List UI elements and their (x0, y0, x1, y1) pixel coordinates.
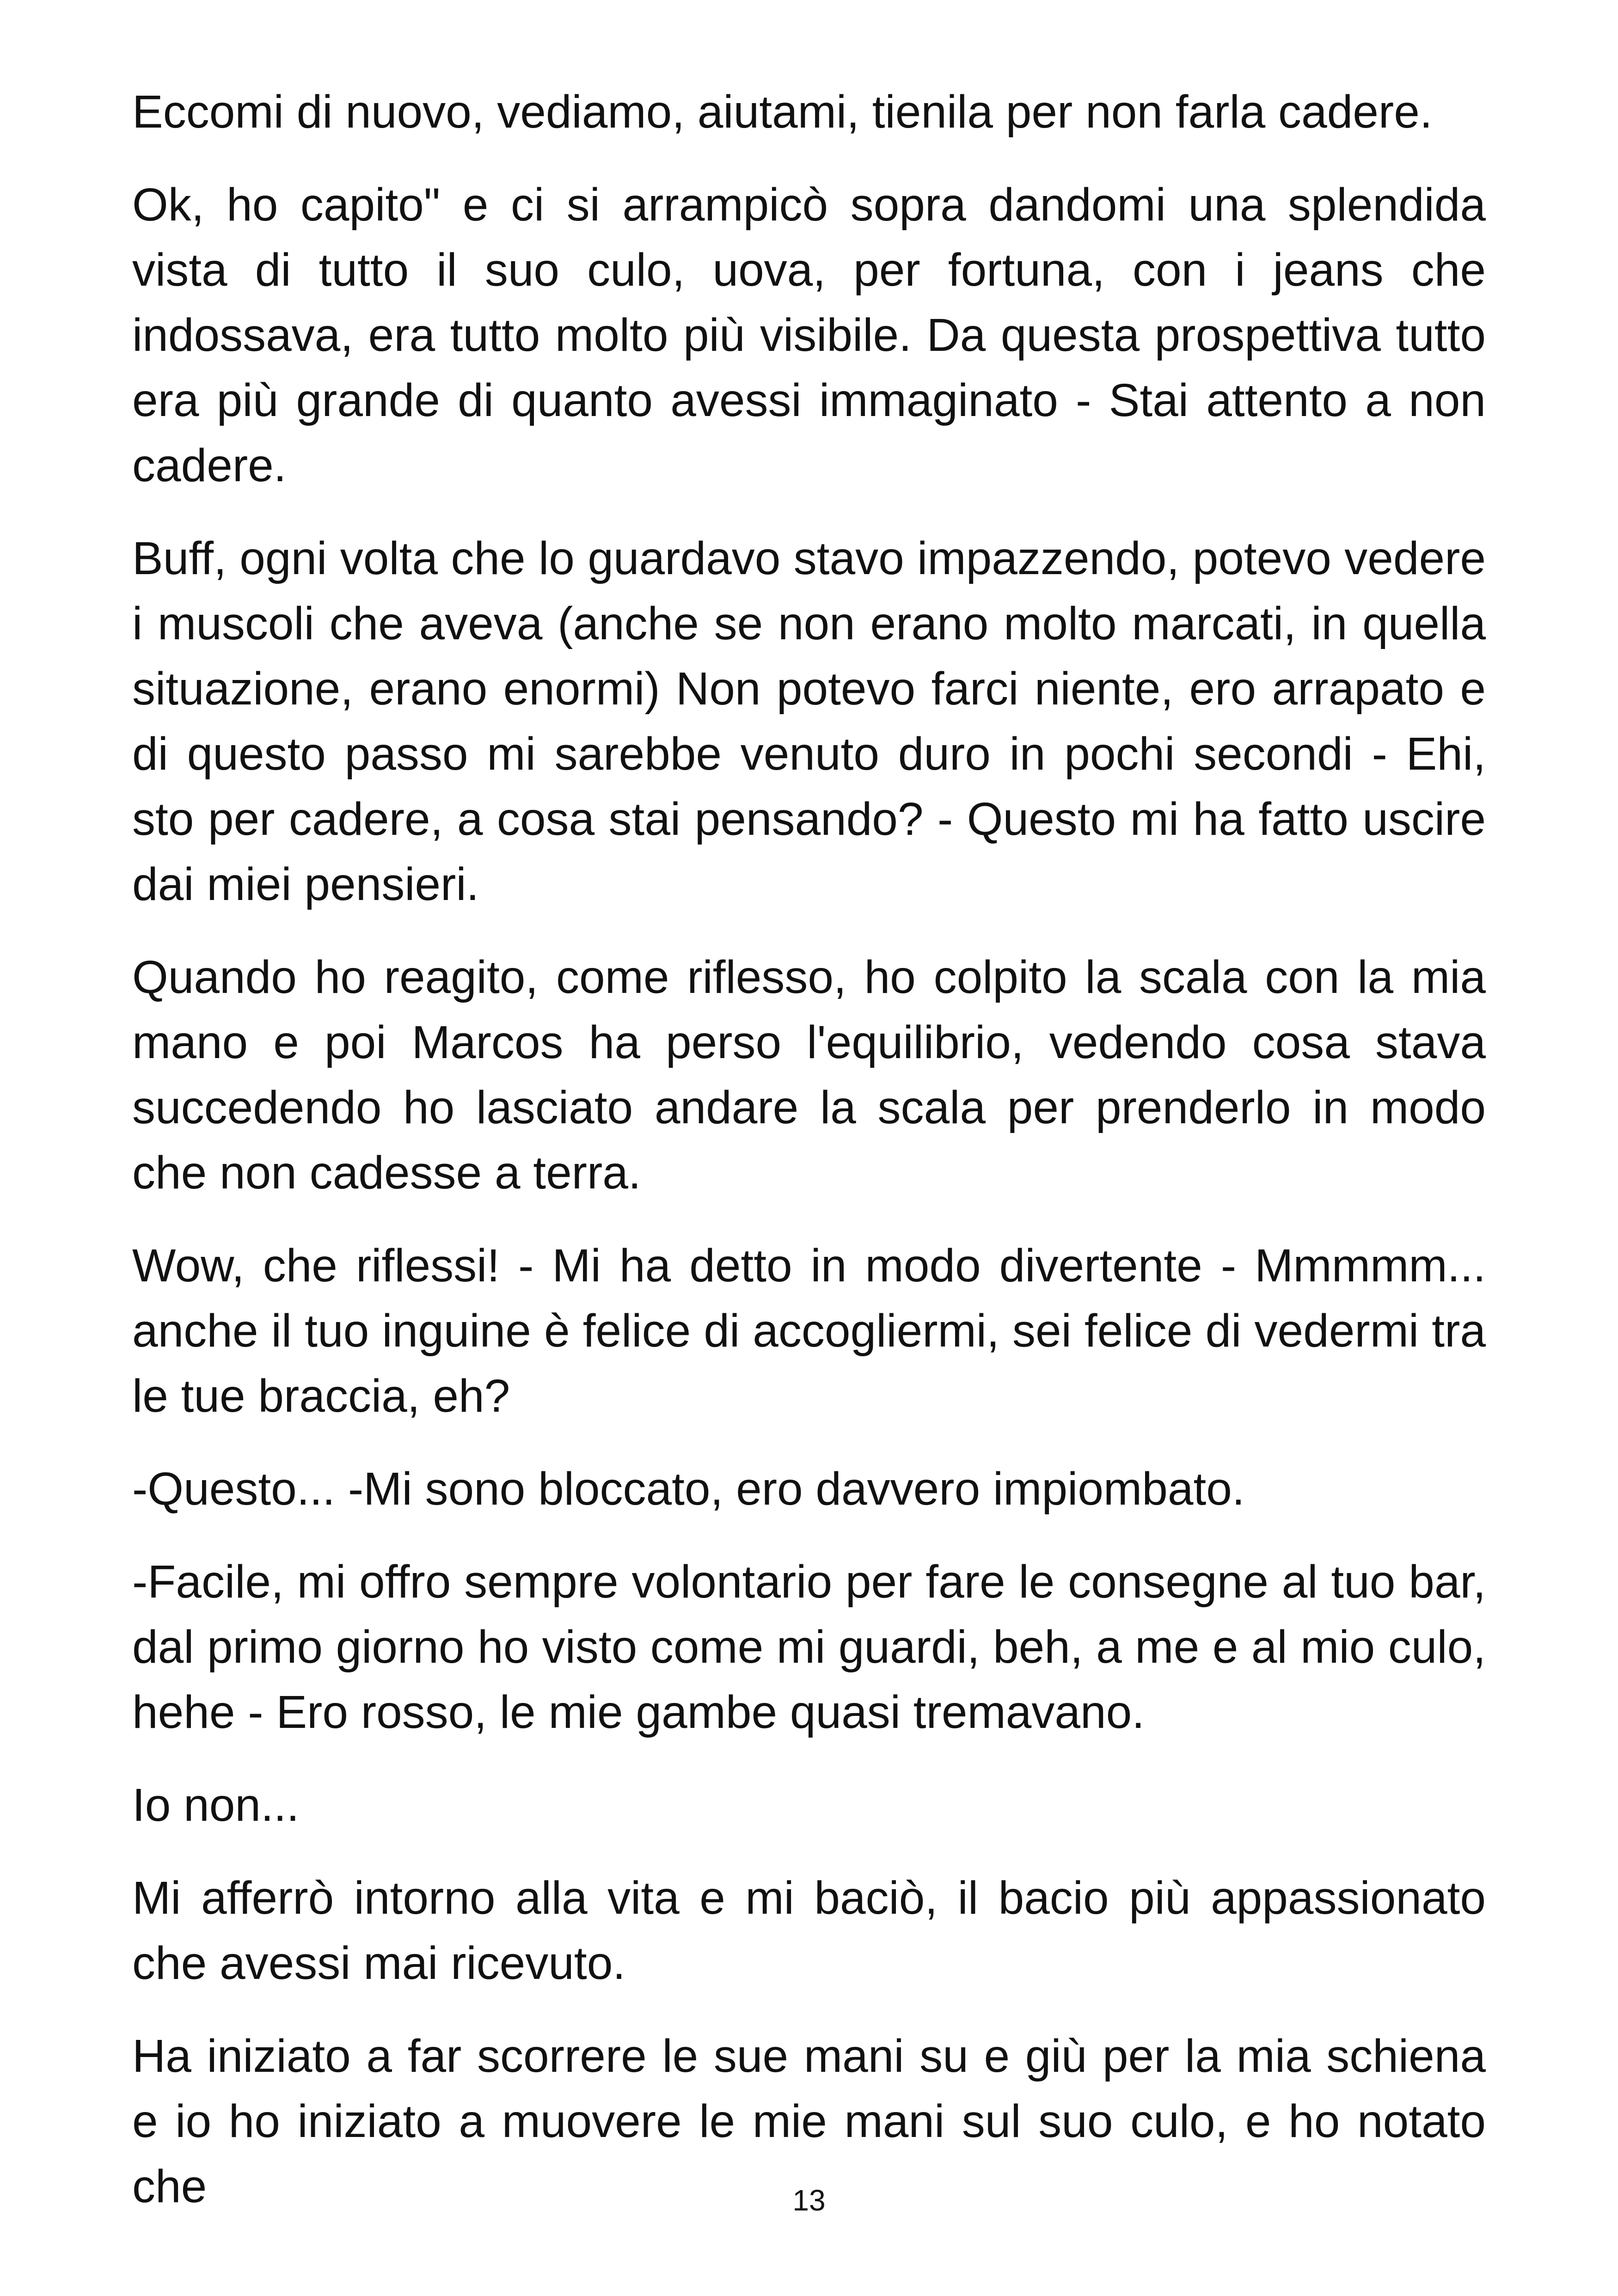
paragraph-8: Io non... (132, 1779, 300, 1831)
paragraph-2: Ok, ho capito" e ci si arrampicò sopra dandomi una splendida vista di tutto il suo culo, uova, per fortuna, con i jeans che indossava, era tutto molto più visibile. Da questa prospettiva tutto era più grande di quanto avessi immaginato - Stai attento a non cadere. (132, 179, 1486, 491)
paragraph-4: Quando ho reagito, come riflesso, ho colpito la scala con la mia mano e poi Marcos ha perso l'equilibrio, vedendo cosa stava succedendo ho lasciato andare la scala per prenderlo in modo che non cadesse a terra. (132, 951, 1486, 1199)
body-text (132, 80, 1486, 2247)
paragraph-9: Mi afferrò intorno alla vita e mi baciò, il bacio più appassionato che avessi mai ricevuto. (132, 1872, 1486, 1989)
paragraph-10: Ha iniziato a far scorrere le sue mani su e giù per la mia schiena e io ho iniziato a muovere le mie mani sul suo culo, e ho notato che (132, 2030, 1486, 2212)
paragraph-3: Buff, ogni volta che lo guardavo stavo impazzendo, potevo vedere i muscoli che aveva (anche se non erano molto marcati, in quella situazione, erano enormi) Non potevo farci niente, ero arrapato e di questo passo mi sarebbe venuto duro in pochi secondi - Ehi, sto per cadere, a cosa stai pensando? - Questo mi ha fatto uscire dai miei pensieri. (132, 533, 1486, 910)
paragraph-5: Wow, che riflessi! - Mi ha detto in modo divertente - Mmmmm... anche il tuo inguine è felice di accogliermi, sei felice di vedermi tra le tue braccia, eh? (132, 1240, 1486, 1422)
paragraph-6: -Questo... -Mi sono bloccato, ero davvero impiombato. (132, 1463, 1245, 1515)
paragraph-7: -Facile, mi offro sempre volontario per fare le consegne al tuo bar, dal primo giorno ho visto come mi guardi, beh, a me e al mio culo, hehe - Ero rosso, le mie gambe quasi tremavano. (132, 1556, 1486, 1738)
paragraph-1: Eccomi di nuovo, vediamo, aiutami, tienila per non farla cadere. (132, 86, 1433, 138)
page-number: 13 (792, 2184, 826, 2217)
